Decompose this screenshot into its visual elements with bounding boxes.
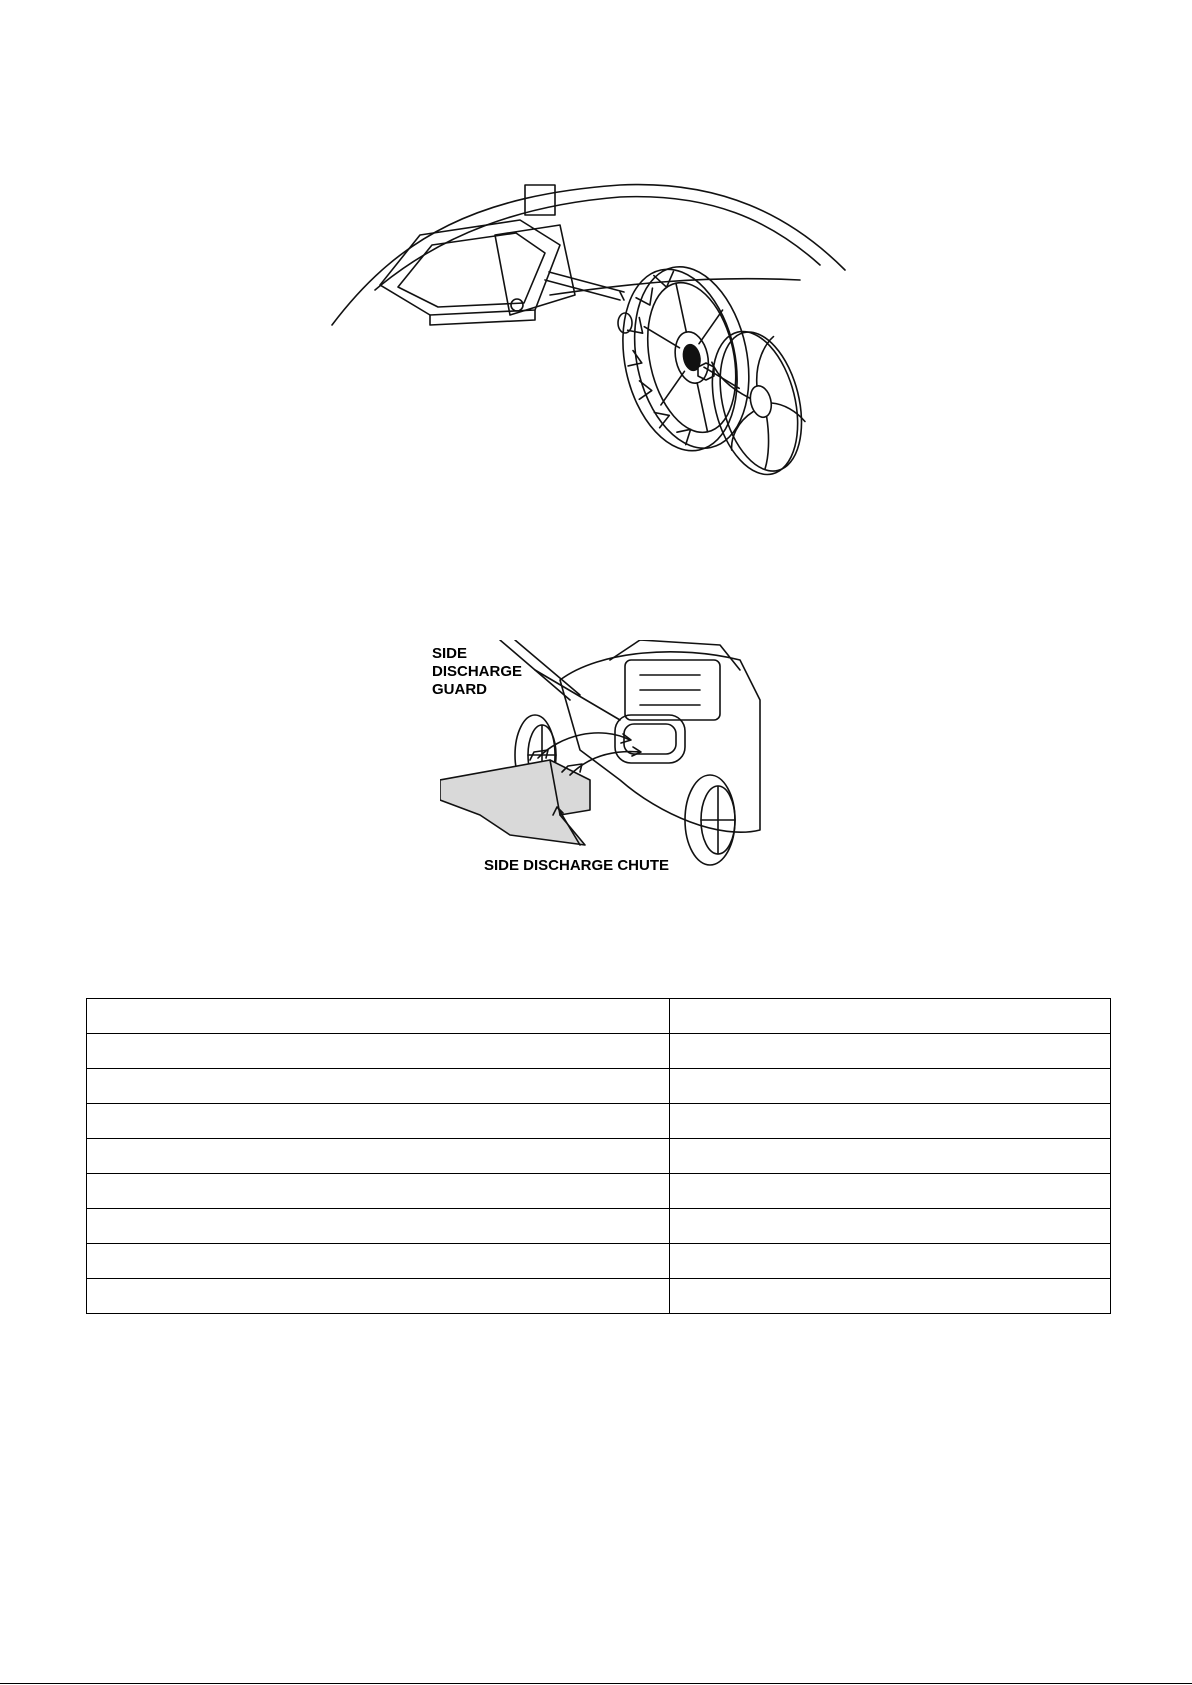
table-cell: [670, 1104, 1111, 1139]
guard-label-line: GUARD: [432, 681, 487, 698]
table-row: [87, 1104, 1111, 1139]
table-row: [87, 999, 1111, 1034]
table-cell: [87, 1069, 670, 1104]
mower-rear-wheel-exploded-icon: [320, 175, 900, 505]
table-cell: [87, 1139, 670, 1174]
table-row: [87, 1034, 1111, 1069]
table-cell: [670, 1279, 1111, 1314]
table-cell: [87, 1104, 670, 1139]
table-cell: [670, 1209, 1111, 1244]
table-cell: [87, 1034, 670, 1069]
table-row: [87, 1174, 1111, 1209]
table-cell: [87, 1244, 670, 1279]
side-discharge-guard-label: [432, 645, 522, 699]
table-row: [87, 1279, 1111, 1314]
side-discharge-chute-label: SIDE DISCHARGE CHUTE: [484, 857, 670, 874]
guard-label-line: SIDE: [432, 645, 468, 662]
table-row: [87, 1244, 1111, 1279]
table-row: [87, 1209, 1111, 1244]
table-cell: [87, 1174, 670, 1209]
table-cell: [670, 999, 1111, 1034]
table-row: [87, 1139, 1111, 1174]
table-row: [87, 1069, 1111, 1104]
table-cell: [87, 999, 670, 1034]
table-cell: [87, 1209, 670, 1244]
page-bottom-rule: [0, 1683, 1192, 1684]
table-cell: [670, 1174, 1111, 1209]
table-cell: [670, 1034, 1111, 1069]
table-cell: [87, 1279, 670, 1314]
guard-label-line: DISCHARGE: [432, 663, 523, 680]
spec-table: [86, 998, 1111, 1314]
table-cell: [670, 1069, 1111, 1104]
table-cell: [670, 1139, 1111, 1174]
table-cell: [670, 1244, 1111, 1279]
